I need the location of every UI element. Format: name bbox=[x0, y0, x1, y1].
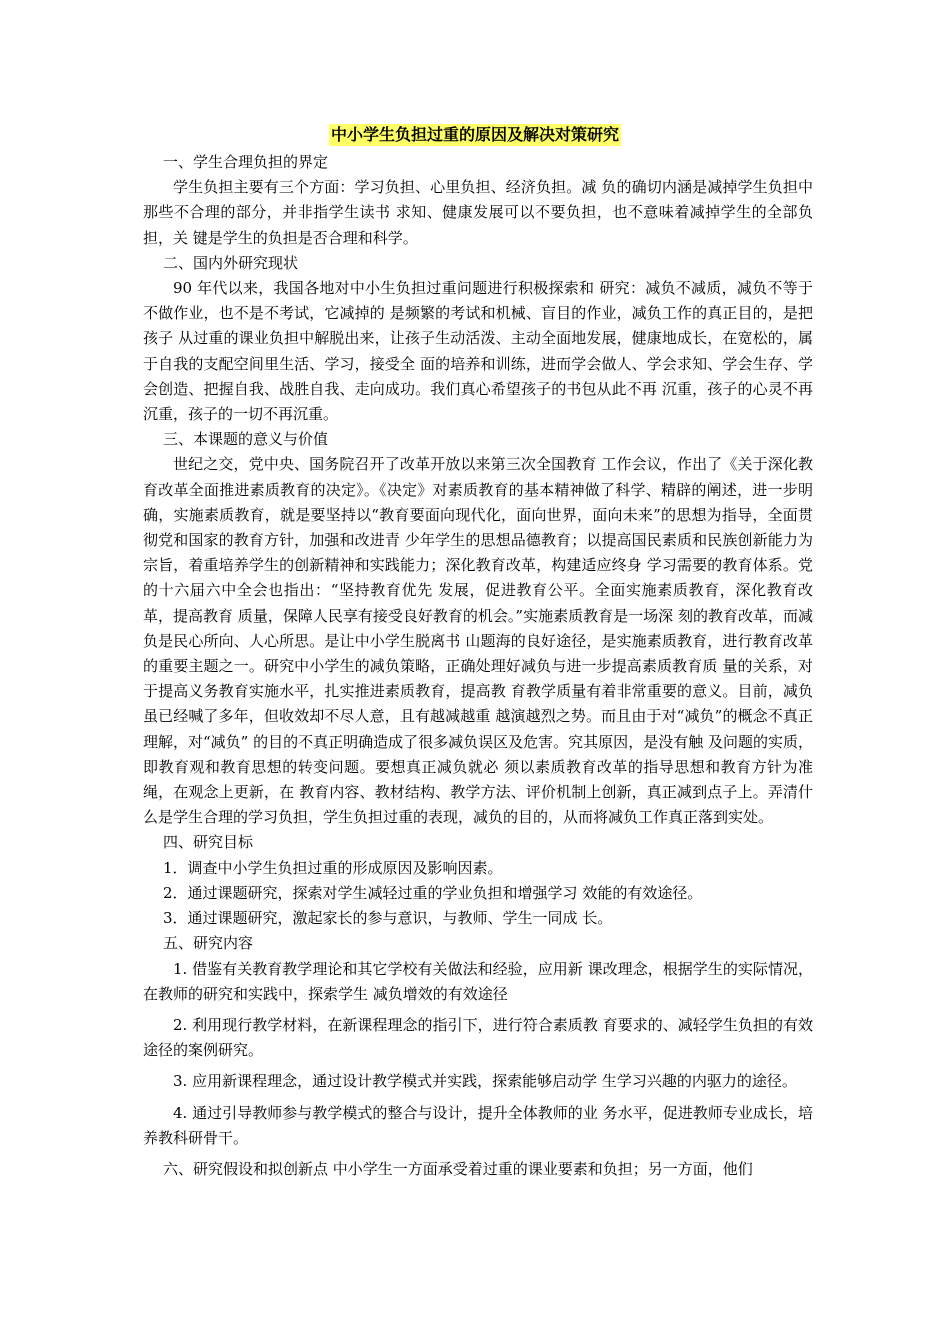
body-paragraph: 学生负担主要有三个方面：学习负担、心里负担、经济负担。减 负的确切内涵是减掉学生负担中那些不合理的部分，并非指学生读书 求知、健康发展可以不要负担，也不意味着减掉学生的全部负担，关 键是学生的负担是否合理和科学。 bbox=[143, 178, 813, 247]
body-paragraph: 3. 应用新课程理念，通过设计教学模式并实践，探索能够启动学 生学习兴趣的内驱力的途径。 bbox=[173, 1072, 797, 1091]
section-heading: 五、研究内容 bbox=[163, 934, 254, 953]
section-heading: 六、研究假设和拟创新点 中小学生一方面承受着过重的课业要素和负担；另一方面，他们 bbox=[163, 1159, 753, 1178]
section-heading: 三、本课题的意义与价值 bbox=[163, 430, 329, 449]
section-heading: 3．通过课题研究，激起家长的参与意识，与教师、学生一同成 长。 bbox=[163, 909, 613, 928]
title-area bbox=[0, 124, 950, 146]
section-heading: 2．通过课题研究，探索对学生减轻过重的学业负担和增强学习 效能的有效途径。 bbox=[163, 883, 703, 902]
section-heading: 1．调查中小学生负担过重的形成原因及影响因素。 bbox=[163, 858, 503, 877]
document-title: 中小学生负担过重的原因及解决对策研究 bbox=[330, 125, 619, 144]
document-body bbox=[143, 150, 813, 1182]
body-paragraph: 2. 利用现行教学材料，在新课程理念的指引下，进行符合素质教 育要求的、减轻学生负担的有效途径的案例研究。 bbox=[143, 1015, 813, 1060]
body-paragraph: 世纪之交，党中央、国务院召开了改革开放以来第三次全国教育 工作会议，作出了《关于深化教育改革全面推进素质教育的决定》。《决定》对素质教育的基本精神做了科学、精辟的阐述，进一步明确，实施素质教育，就是要坚持以“教育要面向现代化，面向世界，面向未来”的思想为指导，全面贯彻党和国家的教育方针，加强和改进青 少年学生的思想品德教育；以提高国民素质和民族创新能力为宗旨，着重培养学生的创新精神和实践能力；深化教育改革，构建适应终身 学习需要的教育体系。党的十六届六中全会也指出：“坚持教育优先 发展，促进教育公平。全面实施素质教育，深化教育改革，提高教育 质量，保障人民享有接受良好教育的机会。”实施素质教育是一场深 刻的教育改革，而减负是民心所向、人心所思。是让中小学生脱离书 山题海的良好途径，是实施素质教育，进行教育改革的重要主题之一。研究中小学生的减负策略，正确处理好减负与进一步提高素质教育质 量的关系，对于提高义务教育实施水平，扎实推进素质教育，提高教 育教学质量有着非常重要的意义。目前，减负虽已经喊了多年，但收效却不尽人意，且有越减越重 越演越烈之势。而且由于对“减负”的概念不真正理解，对“减负” 的目的不真正明确造成了很多减负误区及危害。究其原因，是没有触 及问题的实质，即教育观和教育思想的转变问题。要想真正减负就必 须以素质教育改革的指导思想和教育方针为准绳，在观念上更新，在 教育内容、教材结构、教学方法、评价机制上创新，真正减到点子上。弄清什么是学生合理的学习负担，学生负担过重的表现，减负的目的，从而将减负工作真正落到实处。 bbox=[143, 455, 813, 827]
section-heading: 一、学生合理负担的界定 bbox=[163, 153, 329, 171]
body-paragraph: 90 年代以来，我国各地对中小生负担过重问题进行积极探索和 研究：减负不减质，减负不等于不做作业，也不是不考试，它减掉的 是频繁的考试和机械、盲目的作业，减负工作的真正目的，是把孩子 从过重的课业负担中解脱出来，让孩子生动活泼、主动全面地发展，健康地成长，在宽松的，属于自我的支配空间里生活、学习，接受全 面的培养和训练，进而学会做人、学会求知、学会生存、学会创造、把握自我、战胜自我、走向成功。我们真心希望孩子的书包从此不再 沉重，孩子的心灵不再沉重，孩子的一切不再沉重。 bbox=[143, 279, 813, 424]
body-paragraph: 1. 借鉴有关教育教学理论和其它学校有关做法和经验，应用新 课改理念，根据学生的实际情况，在教师的研究和实践中，探索学生 减负增效的有效途径 bbox=[143, 959, 813, 1003]
body-paragraph: 4. 通过引导教师参与教学模式的整合与设计，提升全体教师的业 务水平，促进教师专业成长，培养教科研骨干。 bbox=[143, 1103, 813, 1147]
section-heading: 二、国内外研究现状 bbox=[163, 253, 299, 272]
section-heading: 四、研究目标 bbox=[163, 833, 254, 852]
